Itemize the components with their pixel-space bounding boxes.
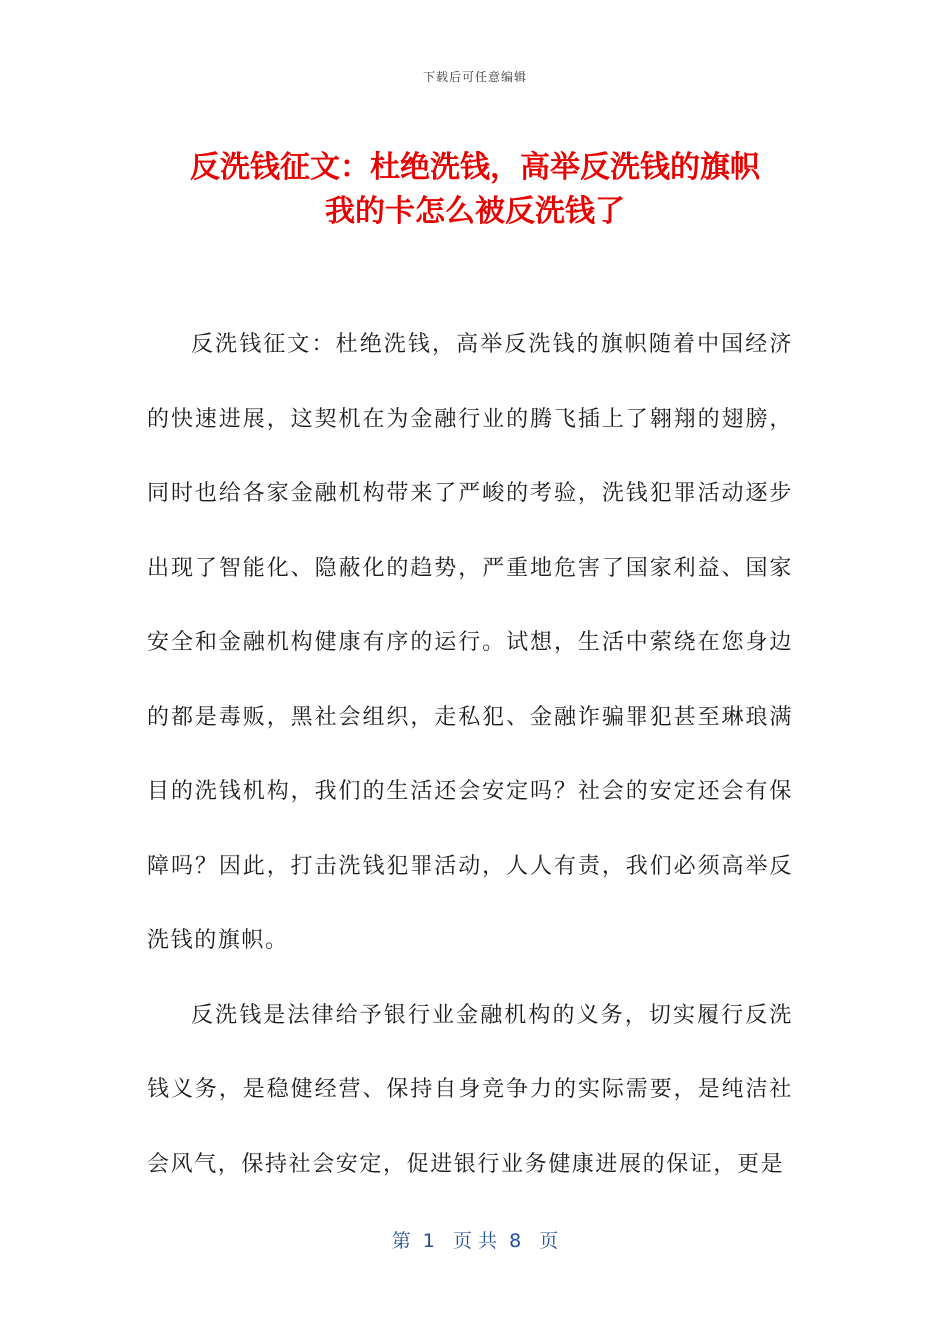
header-note: 下载后可任意编辑 xyxy=(422,70,527,84)
title-line-2: 我的卡怎么被反洗钱了 xyxy=(325,194,625,229)
page-footer: 第 1 页 共 8 页 xyxy=(391,1230,559,1252)
document-title xyxy=(100,146,850,234)
paragraph-1: 反洗钱征文：杜绝洗钱，高举反洗钱的旗帜随着中国经济的快速进展，这契机在为金融行业的腾飞插上了翱翔的翅膀，同时也给各家金融机构带来了严峻的考验，洗钱犯罪活动逐步出现了智能化、隐蔽化的趋势，严重地危害了国家利益、国家安全和金融机构健康有序的运行。试想，生活中萦绕在您身边的都是毒贩，黑社会组织，走私犯、金融诈骗罪犯甚至琳琅满目的洗钱机构，我们的生活还会安定吗？社会的安定还会有保障吗？因此，打击洗钱犯罪活动，人人有责，我们必须高举反洗钱的旗帜。 xyxy=(147,332,793,953)
paragraph-2: 反洗钱是法律给予银行业金融机构的义务，切实履行反洗钱义务，是稳健经营、保持自身竞争力的实际需要，是纯洁社会风气，保持社会安定，促进银行业务健康进展的保证，更是 xyxy=(147,1002,793,1177)
document-body xyxy=(147,308,793,1202)
title-line-1: 反洗钱征文：杜绝洗钱，高举反洗钱的旗帜 xyxy=(190,150,760,185)
